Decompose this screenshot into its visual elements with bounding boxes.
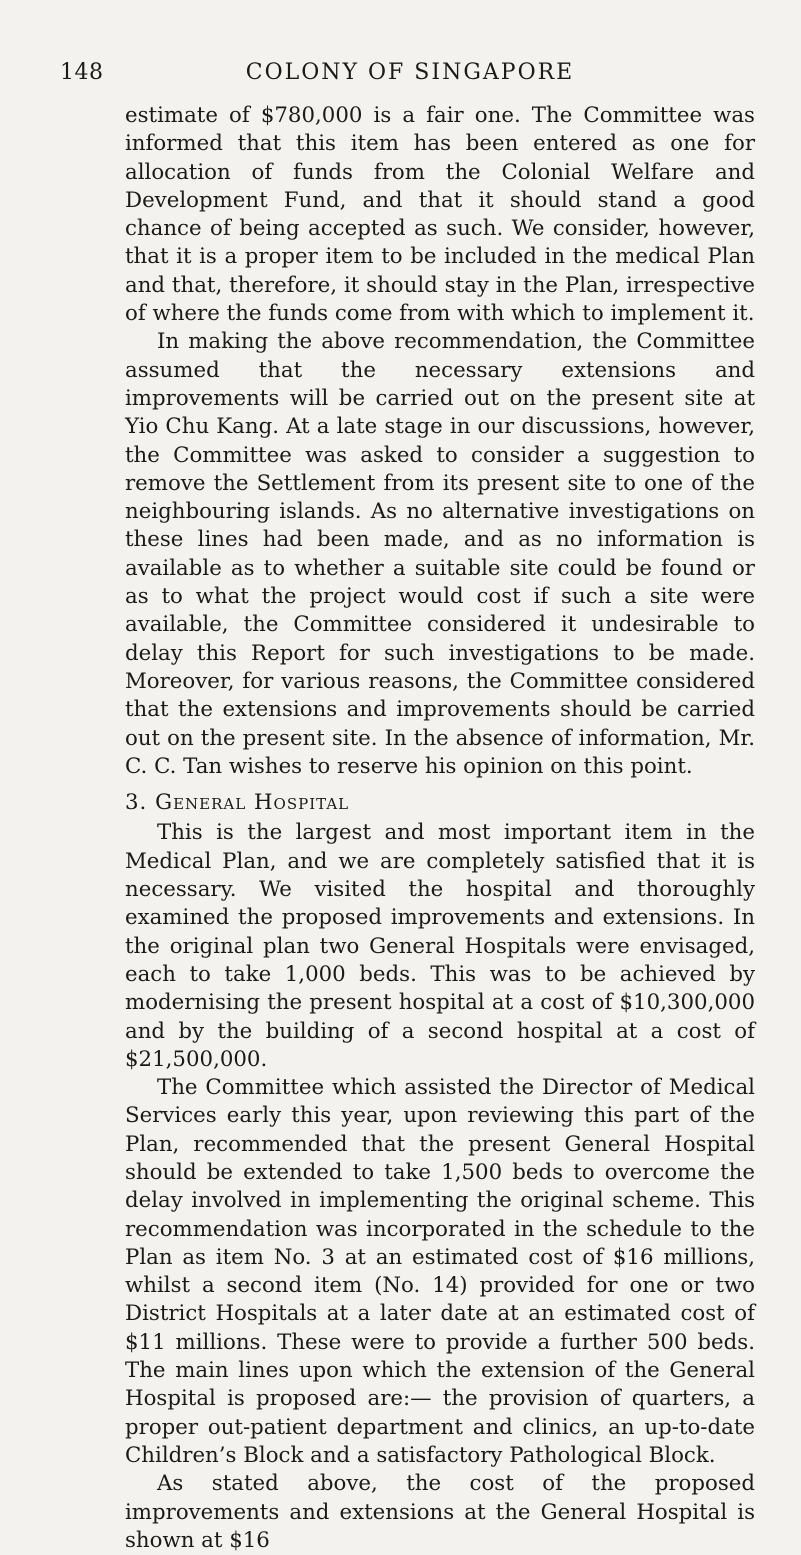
paragraph: This is the largest and most important item in the Medical Plan, and we are completely satisfied that it is necessary. We visited the hospital and thoroughly examined the proposed improvements and extensions. In the original plan two General Hospitals were envisaged, each to take 1,000 beds. This was to be achieved by modernising the present hospital at a cost of $10,300,000 and by the building of a second hospital at a cost of $21,500,000. bbox=[125, 820, 755, 1072]
section-heading: 3. General Hospital bbox=[125, 790, 350, 816]
paragraph: As stated above, the cost of the proposed improvements and extensions at the General Hospital is shown at $16 bbox=[125, 1471, 755, 1553]
running-head: COLONY OF SINGAPORE bbox=[245, 60, 575, 85]
body-text bbox=[125, 102, 755, 1555]
paragraph: The Committee which assisted the Director of Medical Services early this year, upon reviewing this part of the Plan, recommended that the present General Hospital should be extended to take 1,500 beds to overcome the delay involved in implementing the original scheme. This recommendation was incorporated in the schedule to the Plan as item No. 3 at an estimated cost of $16 millions, whilst a second item (No. 14) provided for one or two District Hospitals at a later date at an estimated cost of $11 millions. These were to provide a further 500 beds. The main lines upon which the extension of the General Hospital is proposed are:— the provision of quarters, a proper out-patient department and clinics, an up-to-date Children’s Block and a satisfactory Pathological Block. bbox=[125, 1075, 755, 1468]
page-number: 148 bbox=[60, 60, 104, 85]
paragraph: estimate of $780,000 is a fair one. The Committee was informed that this item has been entered as one for allocation of funds from the Colonial Welfare and Development Fund, and that it should stand a good chance of being accepted as such. We consider, however, that it is a proper item to be included in the medical Plan and that, therefore, it should stay in the Plan, irrespective of where the funds come from with which to implement it. bbox=[125, 103, 755, 327]
paragraph: In making the above recommendation, the Committee assumed that the necessary extensions and improvements will be carried out on the present site at Yio Chu Kang. At a late stage in our discussions, however, the Committee was asked to consider a suggestion to remove the Settlement from its present site to one of the neighbouring islands. As no alternative investigations on these lines had been made, and as no information is available as to whether a suitable site could be found or as to what the project would cost if such a site were available, the Committee considered it undesirable to delay this Report for such investigations to be made. Moreover, for various reasons, the Committee considered that the extensions and improvements should be carried out on the present site. In the absence of information, Mr. C. C. Tan wishes to reserve his opinion on this point. bbox=[125, 329, 755, 779]
page-header bbox=[60, 60, 760, 90]
